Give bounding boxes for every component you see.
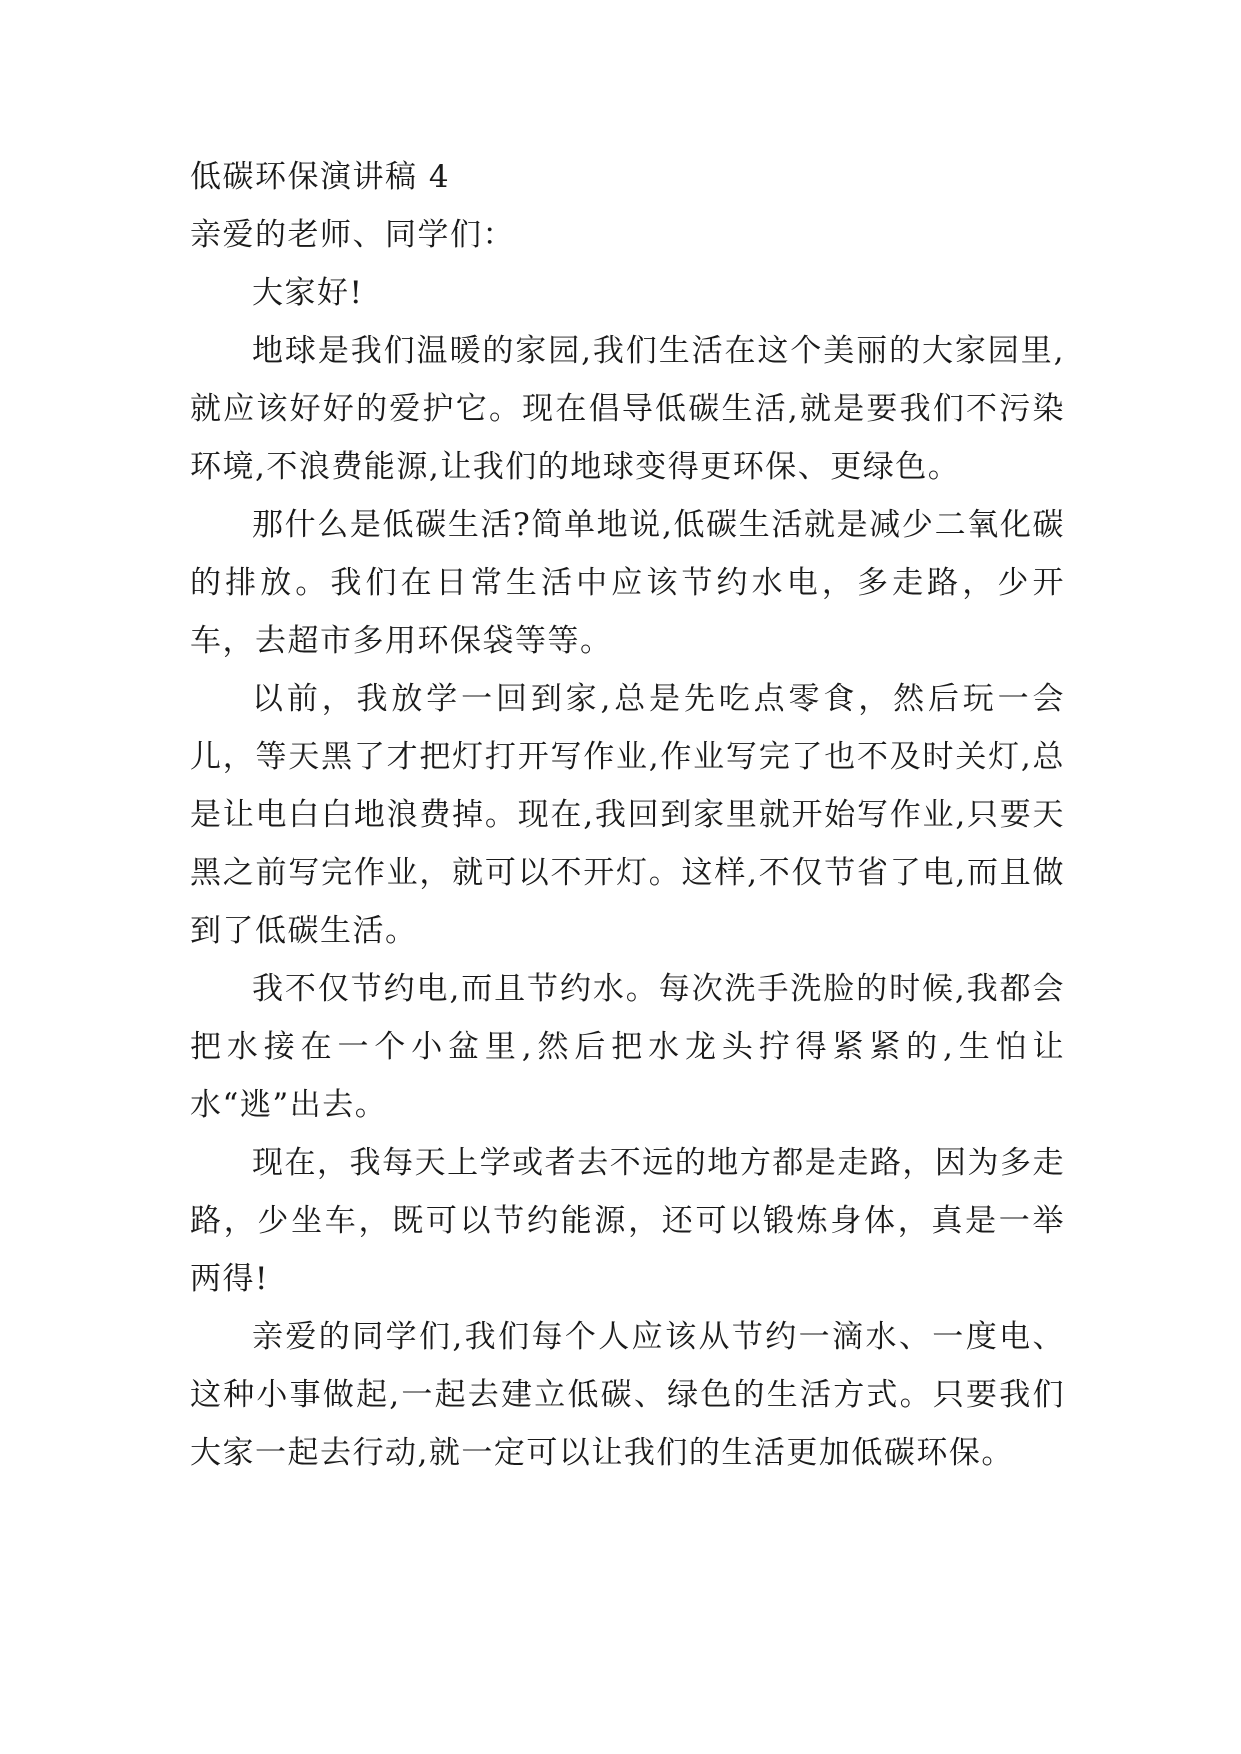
paragraph: 那什么是低碳生活?简单地说,低碳生活就是减少二氧化碳的排放。我们在日常生活中应该节约水电，多走路，少开车，去超市多用环保袋等等。 — [190, 507, 1065, 659]
paragraph: 以前，我放学一回到家,总是先吃点零食，然后玩一会儿，等天黑了才把灯打开写作业,作业写完了也不及时关灯,总是让电白白地浪费掉。现在,我回到家里就开始写作业,只要天黑之前写完作业，就可以不开灯。这样,不仅节省了电,而且做到了低碳生活。 — [190, 681, 1065, 949]
paragraph-greeting: 大家好! — [252, 275, 364, 311]
paragraph: 地球是我们温暖的家园,我们生活在这个美丽的大家园里,就应该好好的爱护它。现在倡导低碳生活,就是要我们不污染环境,不浪费能源,让我们的地球变得更环保、更绿色。 — [190, 333, 1065, 485]
paragraph: 我不仅节约电,而且节约水。每次洗手洗脸的时候,我都会把水接在一个小盆里,然后把水龙头拧得紧紧的,生怕让水“逃”出去。 — [190, 971, 1065, 1123]
document-title: 低碳环保演讲稿 4 — [190, 159, 451, 195]
salutation: 亲爱的老师、同学们： — [190, 217, 515, 253]
paragraph: 现在，我每天上学或者去不远的地方都是走路，因为多走路，少坐车，既可以节约能源，还可以锻炼身体，真是一举两得! — [190, 1145, 1065, 1297]
document-body — [190, 148, 1065, 1482]
paragraph: 亲爱的同学们,我们每个人应该从节约一滴水、一度电、这种小事做起,一起去建立低碳、绿色的生活方式。只要我们大家一起去行动,就一定可以让我们的生活更加低碳环保。 — [190, 1319, 1065, 1471]
